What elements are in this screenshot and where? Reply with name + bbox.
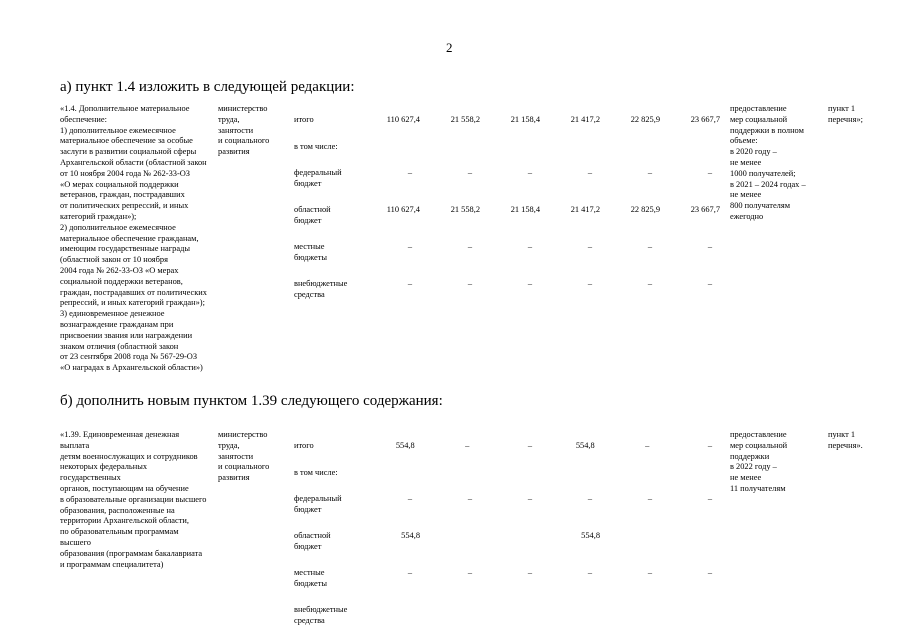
amount-row [360,441,720,457]
section-b-amounts [360,430,720,642]
amount-row [360,531,720,557]
section-b-sources [294,430,360,642]
amount-cell: – [407,494,412,504]
amount-cell [660,531,720,557]
amount-cell: – [527,278,532,288]
amount-cell: – [527,494,532,504]
source-label: местные бюджеты [294,241,328,262]
amount-cell: – [707,494,712,504]
amount-cell: – [647,278,652,288]
amount-cell: 110 627,4 [386,205,420,215]
amount-row [360,468,720,484]
amount-cell: – [707,567,712,577]
amount-cell: 110 627,4 [386,114,420,124]
page-number: 2 [446,40,453,55]
amount-row [360,242,720,268]
amount-cell: – [707,168,712,178]
amount-cell: – [707,278,712,288]
amount-cell [480,531,540,557]
amount-cell: – [467,494,472,504]
amount-cell: – [587,241,592,251]
amount-cell: 21 558,2 [450,114,480,124]
amount-cell: 554,8 [581,531,600,541]
amount-cell: 21 158,4 [510,114,540,124]
amount-cell: – [407,278,412,288]
section-a-amounts [360,104,720,316]
amount-cell: 22 825,9 [630,205,660,215]
section-a-reference: пункт 1 перечня»; [828,104,863,124]
amount-cell: – [527,567,532,577]
amount-cell [420,531,480,557]
section-b-executor: министерство труда, занятости и социального развития [218,430,270,483]
section-a-sources [294,104,360,316]
section-b-heading: б) дополнить новым пунктом 1.39 следующего содержания: [60,393,443,409]
amount-cell: – [645,440,650,450]
amount-cell: – [467,241,472,251]
source-label: федеральный бюджет [294,168,342,189]
amount-row [360,568,720,594]
amount-cell: – [587,567,592,577]
amount-cell: – [467,567,472,577]
source-label: итого [294,440,314,450]
amount-cell: 554,8 [395,440,415,450]
amount-cell: – [467,168,472,178]
amount-row [360,205,720,231]
amount-cell: – [527,241,532,251]
source-label: внебюджетные средства [294,604,348,625]
amount-row [360,168,720,194]
amount-cell: 23 667,7 [690,205,720,215]
amount-row [360,605,720,631]
amount-cell: – [465,440,470,450]
amount-cell: 21 158,4 [510,205,540,215]
amount-cell: – [467,278,472,288]
source-label: областной бюджет [294,531,331,551]
amount-cell: – [407,241,412,251]
amount-cell: – [407,567,412,577]
section-a-executor: министерство труда, занятости и социального развития [218,104,270,157]
source-label: в том числе: [294,467,338,477]
section-b-result: предоставление мер социальной поддержки в 2022 году – не менее 11 получателям [730,430,788,493]
amount-cell: – [527,168,532,178]
source-label: областной бюджет [294,205,331,225]
amount-cell: 554,8 [401,531,420,541]
section-b-reference: пункт 1 перечня». [828,430,863,450]
amount-cell: 23 667,7 [690,114,720,124]
amount-cell: – [707,241,712,251]
amount-cell: – [647,168,652,178]
source-label: федеральный бюджет [294,494,342,515]
amount-row [360,279,720,305]
amount-cell: – [647,567,652,577]
amount-cell: 554,8 [575,440,595,450]
amount-cell: 22 825,9 [630,114,660,124]
amount-cell: – [587,278,592,288]
amount-row [360,115,720,131]
amount-cell: – [587,494,592,504]
amount-cell [600,531,660,557]
amount-cell: 21 558,2 [450,205,480,215]
amount-cell: – [647,241,652,251]
section-a-description: «1.4. Дополнительное материальное обеспечение: 1) дополнительное ежемесячное материальное обеспечение за особые заслуги в развитии социальной сферы Архангельской области (областной закон от 10 ноября 2004 года № 262-33-ОЗ «О мерах социальной поддержки ветеранов, граждан, пострадавших от политических репрессий, и иных категорий граждан»); 2) дополнительное ежемесячное материальное обеспечение гражданам, имеющим государственные награды (областной закон от 10 ноября 2004 года № 262-33-ОЗ «О мерах социальной поддержки ветеранов, граждан, пострадавших от политических репрессий, и иных категорий граждан»); 3) единовременное денежное вознаграждение гражданам при присвоении звания или награждении знаком отличия (областной закон от 23 сентября 2008 года № 567-29-ОЗ «О наградах в Архангельской области») [60,104,207,373]
amount-cell: – [587,168,592,178]
amount-cell: – [647,494,652,504]
section-a-result: предоставление мер социальной поддержки в полном объеме: в 2020 году – не менее 1000 получателей; в 2021 – 2024 годах – не менее 800 получателям ежегодно [730,104,806,221]
amount-row [360,494,720,520]
section-b-description: «1.39. Единовременная денежная выплата детям военнослужащих и сотрудников некоторых федеральных государственных органов, поступающим на обучение в образовательные организации высшего образования, расположенные на территории Архангельской области, по образовательным программам высшего образования (программам бакалавриата и программам специалитета) [60,430,207,569]
source-label: внебюджетные средства [294,278,348,299]
amount-cell: 21 417,2 [570,205,600,215]
amount-cell: – [527,440,533,450]
amount-cell: 21 417,2 [570,114,600,124]
amount-cell: – [407,168,412,178]
source-label: в том числе: [294,141,338,151]
source-label: местные бюджеты [294,567,328,588]
amount-row [360,142,720,158]
section-a-heading: а) пункт 1.4 изложить в следующей редакции: [60,79,355,95]
source-label: итого [294,114,314,124]
amount-cell: – [707,440,713,450]
